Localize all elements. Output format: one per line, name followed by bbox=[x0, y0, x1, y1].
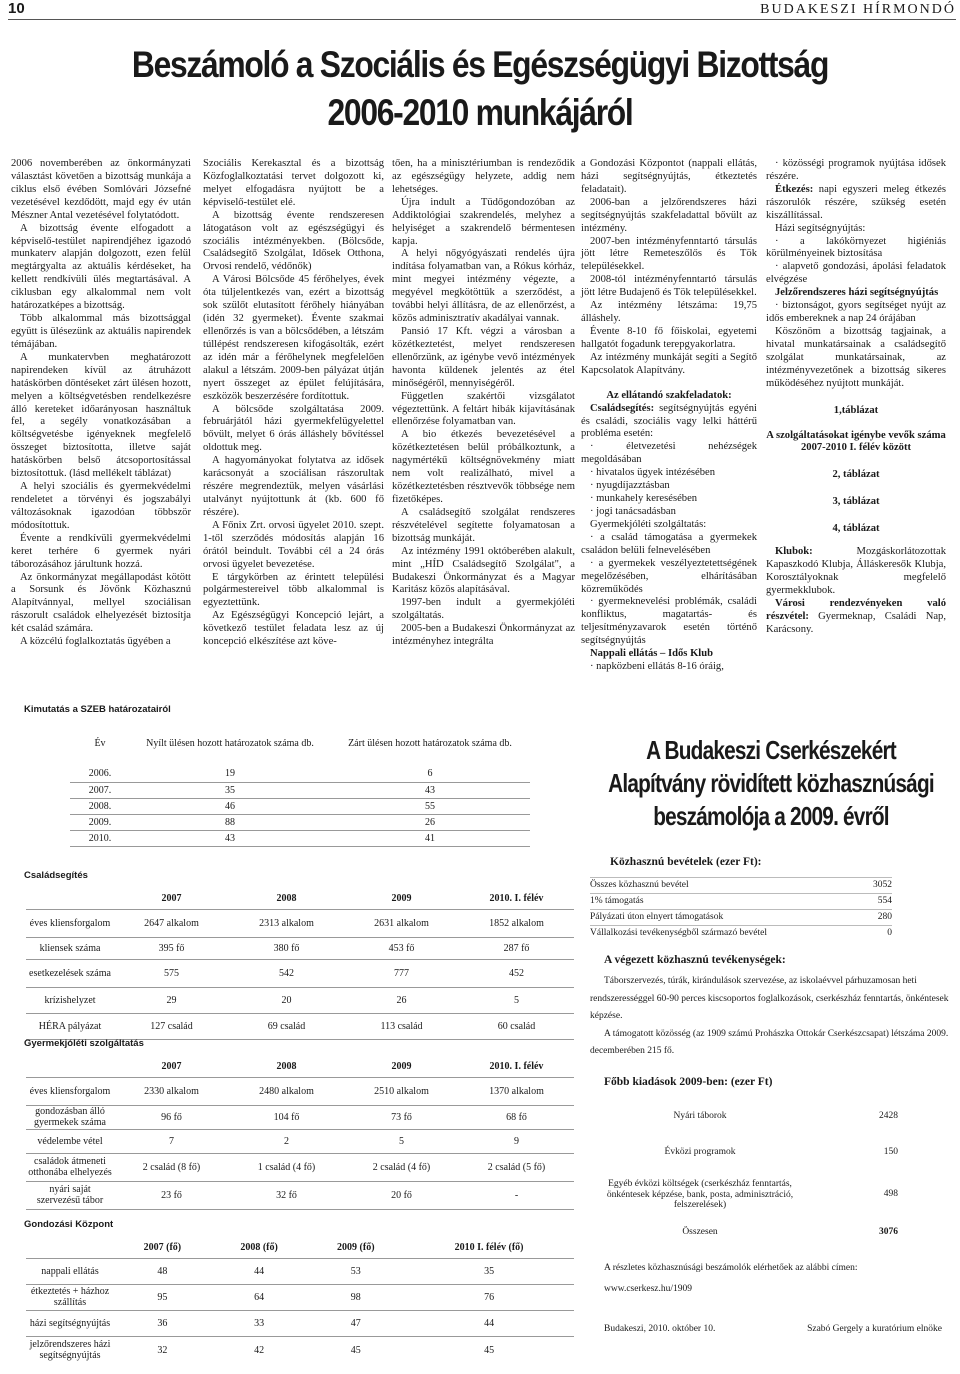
table-cell: 1852 alkalom bbox=[489, 917, 544, 929]
table-cell: 23 fő bbox=[161, 1189, 182, 1201]
table-cell: 45 bbox=[484, 1344, 495, 1356]
report-link-text: A részletes közhasznúsági beszámolók elérhetőek az alábbi címen: bbox=[604, 1262, 858, 1273]
list-item: · gyermeknevelési problémák, családi konfliktus, magatartás- és teljesítményzavarok esetén történő segítségnyújtás bbox=[581, 596, 757, 647]
expense-label: Évközi programok bbox=[664, 1147, 736, 1158]
place-date: Budakeszi, 2010. október 10. bbox=[604, 1324, 716, 1335]
inline-label: Étkezés: bbox=[775, 183, 814, 195]
paragraph: A családsegítő szolgálat rendszeres részvételével segítette folyamatosan a bizottság munkáját. bbox=[392, 506, 575, 544]
table-cell: 44 bbox=[254, 1265, 265, 1277]
expenses-table bbox=[590, 1099, 898, 1247]
text-column-2 bbox=[203, 158, 384, 649]
paragraph: Házi segítségnyújtás: bbox=[775, 222, 866, 234]
paragraph: 2007-ben intézményfenntartó társulás jött létre Remeteszőlős és Tök településekkel. bbox=[581, 235, 757, 273]
inline-text: segítségnyújtás egyéni és családi, szociális vagy lelki háttérű probléma esetén: bbox=[581, 402, 757, 440]
list-item: · életvezetési nehézségek megoldásában bbox=[581, 441, 757, 466]
table-cell: gondozásban álló gyermekek száma bbox=[34, 1106, 106, 1128]
table-cell: jelzőrendszeres házi segítségnyújtás bbox=[29, 1339, 111, 1362]
foundation-report bbox=[590, 706, 952, 1362]
page-number: 10 bbox=[8, 0, 25, 17]
paragraph: 2006 novemberében az önkormányzati választást követően a bizottság munkája a ciklus első évében Somlóvári Józsefné vezetésével kezdődött, majd egy év után Mészner Antal vezetésével folytatódott. bbox=[11, 158, 191, 221]
signer: Szabó Gergely a kuratórium elnöke bbox=[807, 1324, 942, 1335]
page-header bbox=[8, 0, 956, 20]
table-ref-3: 3, táblázat bbox=[832, 496, 880, 508]
table-cell: 2313 alkalom bbox=[259, 917, 314, 929]
expense-label: Összesen bbox=[682, 1227, 718, 1238]
subheading: Nappali ellátás – Idős Klub bbox=[590, 648, 714, 660]
gondozasi-table bbox=[26, 1238, 574, 1364]
income-row bbox=[590, 877, 892, 893]
header-cell: 2008 bbox=[276, 893, 297, 905]
paragraph: A bizottság évente rendszeresen látogatáson volt az egészségügyi és szociális intézményekben. (Bölcsőde, Családsegítő Szolgálat, Idősek Otthona, Orvosi rendelő, védőnők) bbox=[203, 209, 384, 273]
table-cell: 48 bbox=[157, 1265, 168, 1277]
table-cell: 43 bbox=[225, 832, 235, 844]
paragraph: A Városi Bölcsőde 45 férőhelyes, évek óta túljelentkezés van, ezért a bizottság sok szülőt elutasított férőhely hiányában (idén 32 gyermeket). Évente szakmai ellenőrzés is van a bölcsődében, a létszám túllépést rendszeresen kifogásolták, ezért az idén már a férőhelynek megfelelően alakul a létszám. 2009-ben pályázat útján nyert összeget az épület felújítására, eszközök beszerzésére fordítottuk. bbox=[203, 274, 384, 402]
table-row bbox=[26, 1105, 574, 1129]
paragraph: Gyermekjóléti szolgáltatás: bbox=[590, 518, 707, 530]
table-cell: 2 család (4 fő) bbox=[372, 1161, 431, 1173]
paragraph bbox=[581, 403, 757, 442]
inline-label: Klubok: bbox=[775, 546, 813, 558]
expenses-heading: Főbb kiadások 2009-ben: (ezer Ft) bbox=[604, 1075, 773, 1088]
paragraph: Évente 8-10 fő főiskolai, egyetemi hallgatót fogadunk terepgyakorlatra. bbox=[581, 325, 757, 350]
paragraph: A bizottság évente elfogadott a képviselő-testület napirendjéhez igazodó munkaterv alapján dolgozott, ezen felül megtárgyalta az aktuális kérdéseket, ha kellett rendkívüli ülés megtartásával. A ciklusban egy alkalommal nem volt határozatképes a bizottság. bbox=[11, 222, 191, 312]
empty-cell bbox=[26, 1057, 114, 1077]
table-ref-2: 2, táblázat bbox=[832, 469, 880, 481]
table-row bbox=[26, 1153, 574, 1181]
table-cell: 575 bbox=[164, 967, 179, 979]
table-cell: 64 bbox=[254, 1291, 265, 1303]
table-cell: védelembe vétel bbox=[37, 1135, 103, 1147]
paragraph: A bölcsőde szolgáltatása 2009. februárjától házi gyermekfelügyelettel bővült, melyet 6 órás álláshely bővítéssel oldottuk meg. bbox=[203, 403, 384, 454]
foundation-title: A Budakeszi Cserkészekért Alapítvány rövidített közhasznúsági beszámolója a 2009. évről bbox=[608, 735, 934, 832]
paragraph: 1997-ben indult a gyermekjóléti szolgáltatás. bbox=[392, 597, 575, 622]
income-value: 280 bbox=[877, 911, 892, 922]
table-cell: 104 fő bbox=[273, 1111, 300, 1123]
report-url[interactable]: www.cserkesz.hu/1909 bbox=[604, 1284, 693, 1295]
inline-text: Mozgáskorlátozottak Kapaszkodó Klubja, Álláskeresők Klubja, Korosztályoknak megfelelő gyermekklubok. bbox=[766, 546, 946, 596]
paragraph bbox=[766, 184, 946, 223]
table-cell: 1370 alkalom bbox=[489, 1085, 544, 1097]
paragraph: Az önkormányzat megállapodást kötött a Sorsunk és Jövőnk Közhasznú Alapítvánnyal, mellyel szociálisan rászorult családok elhelyezését biztosítja két család számára. bbox=[11, 571, 191, 635]
paragraph: A bio étkezés bevezetésével a közétkeztetésen belül próbálkoztunk, a nagymértékű költségnövekmény miatt nem volt realizálható, mivel a közétkeztetésben résztvevők többsége nem fizetőképes. bbox=[392, 429, 575, 505]
table-row bbox=[70, 782, 530, 798]
income-label: 1% támogatás bbox=[590, 895, 644, 906]
table-cell: 287 fő bbox=[503, 942, 530, 954]
paragraph: a Gondozási Központot (nappali ellátás, házi segítségnyújtás, étkeztetés feladatait). bbox=[581, 158, 757, 195]
income-row bbox=[590, 925, 892, 941]
table-cell: 43 bbox=[425, 784, 435, 796]
header-cell: Nyílt ülésen hozott határozatok száma db. bbox=[146, 737, 314, 749]
income-label: Vállalkozási tevékenységből származó bevétel bbox=[590, 927, 767, 938]
table-cell: házi segítségnyújtás bbox=[29, 1317, 111, 1329]
table-cell: 2010. bbox=[88, 832, 112, 844]
table-row bbox=[70, 830, 530, 846]
text-column-3 bbox=[392, 158, 575, 649]
table-cell: 33 bbox=[254, 1317, 265, 1329]
header-cell: 2007 (fő) bbox=[143, 1242, 182, 1254]
table-row bbox=[70, 798, 530, 814]
table-row bbox=[26, 987, 574, 1013]
paragraph: Az intézmény létszáma: 19,75 álláshely. bbox=[581, 300, 757, 325]
publication-name: BUDAKESZI HÍRMONDÓ bbox=[760, 2, 956, 17]
expense-value: 498 bbox=[883, 1189, 898, 1200]
paragraph: Újra indult a Tüdőgondozóban az Addiktológiai szakrendelés, melyhez a helyiséget a szakrendelő bérmentesen kapja. bbox=[392, 196, 575, 247]
income-value: 554 bbox=[877, 895, 892, 906]
paragraph: 2006-ban a jelzőrendszeres házi segítségnyújtás szakfeladattal bővült az intézmény. bbox=[581, 196, 757, 234]
table-cell: 777 bbox=[394, 967, 409, 979]
list-item: · nyugdíjazztásban bbox=[590, 480, 670, 492]
csaladsegites-table-title: Családsegítés bbox=[24, 870, 88, 881]
table-row bbox=[26, 1129, 574, 1153]
expense-row bbox=[590, 1135, 898, 1171]
paragraph: Pansió 17 Kft. végzi a városban a közétkeztetést, melyet rendszeresen ellenőrzünk, az igénybe vevő intézmények havonta küldenek jelentés az étel minőségéről, mennyiségéről. bbox=[392, 325, 575, 389]
table-cell: 2330 alkalom bbox=[144, 1085, 199, 1097]
table-cell: 96 fő bbox=[161, 1111, 182, 1123]
header-cell: 2008 (fő) bbox=[240, 1242, 278, 1254]
szeb-table-title: Kimutatás a SZEB határozatairól bbox=[24, 704, 171, 715]
table-row bbox=[26, 1336, 574, 1364]
table-cell: 35 bbox=[484, 1265, 495, 1277]
paragraph: Több alkalommal más bizottsággal együtt is ülésezünk az aktuális napirendek témájában. bbox=[11, 313, 191, 350]
income-value: 3052 bbox=[873, 879, 892, 890]
table-cell: 2 család (8 fő) bbox=[142, 1161, 201, 1173]
expense-value: 150 bbox=[883, 1147, 898, 1158]
income-label: Pályázati úton elnyert támogatások bbox=[590, 911, 724, 922]
income-row bbox=[590, 909, 892, 925]
table-cell: 32 fő bbox=[276, 1189, 297, 1201]
table-header-row bbox=[26, 889, 574, 909]
header-cell: 2007 bbox=[161, 1061, 182, 1073]
empty-cell bbox=[26, 1238, 114, 1258]
table-cell: 76 bbox=[484, 1291, 495, 1303]
table-cell: 29 bbox=[166, 994, 177, 1006]
supported-community-text: A támogatott közösség (az 1909 számú Prohászka Ottokár Cserkészcsapat) létszáma 2009. decemberében 215 fő. bbox=[590, 1028, 949, 1057]
szeb-table bbox=[70, 720, 530, 847]
list-item: · alapvető gondozási, ápolási feladatok elvégzése bbox=[766, 261, 946, 286]
table-cell: nappali ellátás bbox=[41, 1265, 99, 1277]
table-cell: 20 fő bbox=[391, 1189, 412, 1201]
list-item: · a lakókörnyezet higiéniás körülményeinek biztosítása bbox=[766, 235, 946, 260]
header-cell: Év bbox=[94, 737, 106, 749]
table-cell: esetkezelések száma bbox=[29, 967, 111, 979]
expense-label: Egyéb évközi költségek (cserkészház fenntartás, önkéntesek képzése, bank, posta, adminisztráció, felszerelések) bbox=[606, 1179, 794, 1211]
gondozasi-table-title: Gondozási Központ bbox=[24, 1219, 114, 1230]
paragraph: Az intézmény munkáját segíti a Segítő Kapcsolatok Alapítvány. bbox=[581, 351, 757, 376]
table-row bbox=[26, 1181, 574, 1209]
table-cell: 2006. bbox=[88, 768, 112, 780]
expense-row bbox=[590, 1099, 898, 1135]
table-cell: családok átmeneti otthonába elhelyezés bbox=[28, 1156, 112, 1178]
income-row bbox=[590, 893, 892, 909]
text-column-5 bbox=[766, 158, 946, 637]
paragraph: A hagyományokat folytatva az idősek karácsonyát a szociálisan rászorultak részére megrendeztük, melyen vásárlási utalványt nyújtottunk át (kb. 600 fő részére). bbox=[203, 455, 384, 518]
table-cell: 42 bbox=[254, 1344, 265, 1356]
table-cell: 98 bbox=[350, 1291, 361, 1303]
table-row bbox=[70, 766, 530, 782]
table-cell: 19 bbox=[225, 768, 235, 780]
table-cell: 53 bbox=[350, 1265, 361, 1277]
paragraph: Szociális Kerekasztal és a bizottság Közfoglalkoztatási tervet dolgozott ki, melyet elfogadásra nyújtott be a képviselő-testület elé. bbox=[203, 158, 384, 208]
header-cell: 2009 bbox=[391, 893, 412, 905]
paragraph: A munkatervben meghatározott napirendeken kívül az átruházott hatáskörben döntéseket zárt ülésen hozott, melyen a költségvetésben rendelkezésre álló kereteket időarányosan használtuk fel, a segély vonatkozásában a költségvetésbe igényeknek megfelelő összeget biztosította, illetve saját hatáskörben belső átcsoportosítással biztosítottuk. (lásd mellékelt táblázat) bbox=[11, 351, 191, 480]
table-cell: HÉRA pályázat bbox=[38, 1020, 102, 1032]
paragraph: A közcélú foglalkoztatás ügyében a bbox=[20, 636, 171, 648]
list-item: · a család támogatása a gyermekek családon belüli felnevelésében bbox=[581, 531, 757, 556]
table-cell: 2480 alkalom bbox=[259, 1085, 314, 1097]
expense-row bbox=[590, 1171, 898, 1219]
list-item: · napközbeni ellátás 8-16 óráig, bbox=[590, 661, 724, 673]
table-cell: 46 bbox=[225, 800, 235, 812]
table-cell: 452 bbox=[509, 967, 524, 979]
table-cell: 9 bbox=[514, 1135, 519, 1147]
table-cell: 26 bbox=[396, 994, 407, 1006]
table-cell: 2007. bbox=[88, 784, 112, 796]
table-cell: 88 bbox=[225, 816, 235, 828]
table-ref-1-caption: A szolgáltatásokat igénybe vevők száma 2007-2010 I. félév között bbox=[766, 429, 946, 454]
inline-text: Gyermeknap, Családi Nap, Karácsony. bbox=[766, 610, 946, 635]
paragraph: A helyi szociális és gyermekvédelmi rendeletet a törvényi és jogszabályi változásoknak igazodóan többször módosítottuk. bbox=[11, 481, 191, 531]
paragraph: Független szakértői vizsgálatot végeztettünk. A feltárt hibák kijavításának ellenőrzése folyamatban van. bbox=[392, 390, 575, 428]
table-cell: 6 bbox=[427, 768, 433, 780]
header-cell: 2009 (fő) bbox=[337, 1242, 375, 1254]
table-cell: 2009. bbox=[88, 816, 112, 828]
article-title-line-2: 2006-2010 munkájáról bbox=[327, 92, 633, 133]
table-row bbox=[26, 1310, 574, 1336]
gyermekjolet-table-title: Gyermekjóléti szolgáltatás bbox=[24, 1038, 144, 1049]
paragraph: E tárgykörben az érintett települési polgármestereivel több alkalommal is egyeztettünk. bbox=[203, 571, 384, 609]
table-cell: 2 bbox=[284, 1135, 289, 1147]
tasks-heading: Az ellátandó szakfeladatok: bbox=[606, 389, 732, 401]
table-cell: 5 bbox=[399, 1135, 404, 1147]
list-item: · biztonságot, gyors segítséget nyújt az idős embereknek a nap 24 órájában bbox=[766, 300, 946, 325]
table-cell: nyári saját szervezésű tábor bbox=[36, 1184, 104, 1206]
table-header-row bbox=[26, 1057, 574, 1077]
table-row bbox=[26, 959, 574, 987]
table-cell: 127 család bbox=[150, 1020, 193, 1032]
signature-row bbox=[590, 1322, 952, 1338]
activities-text: Táborszervezés, túrák, kirándulások szervezése, az iskolaévvel párhuzamosan heti rendszerességgel 60-90 perces kiscsoportos foglalkozások, cserkészház fenntartás, önkéntesek képzése. bbox=[590, 976, 949, 1022]
paragraph: A helyi nőgyógyászati rendelés újra indítása folyamatban van, a Rókus kórház, mint megyei intézmény végezte, a megyével megkötöttük a szerződést, a további helyi állításra, de az ellenőrzést, a közös adminisztratív akadályai vannak. bbox=[392, 248, 575, 325]
table-cell: éves kliensforgalom bbox=[29, 917, 111, 929]
table-cell: 20 bbox=[281, 994, 292, 1006]
csaladsegites-table bbox=[26, 889, 574, 1040]
table-row bbox=[26, 1013, 574, 1039]
paragraph bbox=[766, 598, 946, 637]
paragraph: A Főnix Zrt. orvosi ügyelet 2010. szept. 1-től szerződés módosítás alapján 16 órától beindult. További cél a 24 órás orvosi ügyelet bevezetése. bbox=[203, 519, 384, 570]
table-cell: 32 bbox=[157, 1344, 168, 1356]
list-item: · a gyermekek veszélyeztetettségének megelőzésében, elhárításában közreműködés bbox=[581, 557, 757, 595]
income-heading: Közhasznú bevételek (ezer Ft): bbox=[610, 856, 762, 869]
table-row bbox=[26, 1077, 574, 1105]
table-cell: 73 fő bbox=[391, 1111, 412, 1123]
paragraph: Az Egészségügyi Koncepció lejárt, a következő testület feladata lesz az új koncepció elkészítése azt köve- bbox=[203, 610, 384, 648]
header-cell: 2010 I. félév (fő) bbox=[454, 1242, 524, 1254]
table-cell: 380 fő bbox=[273, 942, 300, 954]
table-cell: 1 család (4 fő) bbox=[257, 1161, 316, 1173]
table-row bbox=[26, 1258, 574, 1284]
header-cell: 2009 bbox=[391, 1061, 412, 1073]
expense-label: Nyári táborok bbox=[673, 1111, 727, 1122]
table-cell: 55 bbox=[425, 800, 435, 812]
table-cell: 113 család bbox=[380, 1020, 423, 1032]
paragraph: tően, ha a minisztériumban is rendeződik az egészségügy helyzete, addig nem lehetséges. bbox=[392, 158, 575, 195]
list-item: · közösségi programok nyújtása idősek részére. bbox=[766, 158, 946, 182]
table-cell: éves kliensforgalom bbox=[29, 1085, 111, 1097]
expense-row bbox=[590, 1219, 898, 1247]
header-cell: Zárt ülésen hozott határozatok száma db. bbox=[348, 737, 512, 749]
table-cell: 453 fő bbox=[388, 942, 415, 954]
table-cell: 36 bbox=[157, 1317, 168, 1329]
paragraph: 2005-ben a Budakeszi Önkormányzat az intézményhez integrálta bbox=[392, 623, 575, 648]
table-cell: 68 fő bbox=[506, 1111, 527, 1123]
inline-text: napi egyszeri meleg étkezés rászorulók részére, szükség esetén kiszállítással. bbox=[766, 183, 946, 221]
list-item: · munkahely keresésében bbox=[590, 493, 698, 505]
activities-heading: A végezett közhasznú tevékenységek: bbox=[604, 954, 786, 967]
income-table bbox=[590, 877, 892, 941]
table-cell: 41 bbox=[425, 832, 435, 844]
header-cell: 2008 bbox=[276, 1061, 297, 1073]
table-cell: 60 család bbox=[497, 1020, 536, 1032]
table-row bbox=[26, 909, 574, 937]
paragraph bbox=[766, 546, 946, 598]
inline-label: Városi rendezvényeken való részvétel: bbox=[766, 597, 946, 622]
table-row bbox=[26, 937, 574, 959]
table-row bbox=[26, 1284, 574, 1310]
inline-label: Családsegítés: bbox=[590, 402, 655, 414]
table-cell: 26 bbox=[425, 816, 435, 828]
table-cell: 2 család (5 fő) bbox=[487, 1161, 546, 1173]
table-cell: 35 bbox=[225, 784, 235, 796]
table-cell: 45 bbox=[350, 1344, 361, 1356]
table-cell: 95 bbox=[157, 1291, 168, 1303]
paragraph: Az intézmény 1991 októberében alakult, mint „HÍD Családsegítő Szolgálat", a Budakeszi Önkormányzat és a Magyar Karitász közös alapításával. bbox=[392, 545, 575, 596]
table-cell: 542 bbox=[279, 967, 294, 979]
table-cell: 395 fő bbox=[158, 942, 185, 954]
header-cell: 2010. I. félév bbox=[489, 1061, 544, 1073]
table-cell: kliensek száma bbox=[39, 942, 101, 954]
paragraph: 2008-tól intézményfenntartó társulás jött létre Budajenő és Tök településekkel. bbox=[581, 274, 757, 299]
table-ref-1: 1,táblázat bbox=[833, 404, 879, 416]
table-header-row bbox=[26, 1238, 574, 1258]
expense-value: 2428 bbox=[879, 1111, 898, 1122]
table-row bbox=[70, 814, 530, 830]
empty-cell bbox=[26, 889, 114, 909]
table-cell: étkeztetés + házhoz szállítás bbox=[30, 1286, 110, 1308]
table-cell: 2647 alkalom bbox=[144, 917, 199, 929]
gyermekjolet-table bbox=[26, 1057, 574, 1210]
paragraph: Köszönöm a bizottság tagjainak, a hivatal munkatársainak a családsegítő szolgálat munkatársainak, az intézményvezetőnek a bizottság sikeres működéséhez nyújtott munkáját. bbox=[766, 325, 946, 389]
table-cell: 47 bbox=[350, 1317, 361, 1329]
table-cell: 2008. bbox=[88, 800, 112, 812]
list-item: · hivatalos ügyek intézésében bbox=[590, 467, 716, 479]
income-label: Összes közhasznú bevétel bbox=[590, 879, 689, 890]
text-column-1 bbox=[11, 158, 191, 649]
paragraph: Évente a rendkívüli gyermekvédelmi keret terhére 6 gyermek nyári táborozásához járultunk hozzá. bbox=[11, 532, 191, 570]
expense-value: 3076 bbox=[879, 1227, 898, 1238]
table-cell: 2510 alkalom bbox=[374, 1085, 429, 1097]
header-cell: 2007 bbox=[161, 893, 182, 905]
table-cell: 2631 alkalom bbox=[374, 917, 429, 929]
table-cell: - bbox=[514, 1189, 519, 1201]
subheading: Jelzőrendszeres házi segítségnyújtás bbox=[775, 287, 939, 299]
table-cell: 7 bbox=[169, 1135, 174, 1147]
list-item: · jogi tanácsadásban bbox=[590, 505, 676, 517]
table-cell: 5 bbox=[514, 994, 519, 1006]
income-value: 0 bbox=[887, 927, 892, 938]
table-cell: 44 bbox=[484, 1317, 495, 1329]
text-column-4 bbox=[581, 158, 757, 674]
header-cell: 2010. I. félév bbox=[489, 893, 544, 905]
table-cell: 69 család bbox=[267, 1020, 306, 1032]
table-cell: krízishelyzet bbox=[44, 994, 96, 1006]
table-ref-4: 4, táblázat bbox=[832, 523, 880, 535]
article-title-line-1: Beszámoló a Szociális és Egészségügyi Bizottság bbox=[131, 44, 829, 85]
